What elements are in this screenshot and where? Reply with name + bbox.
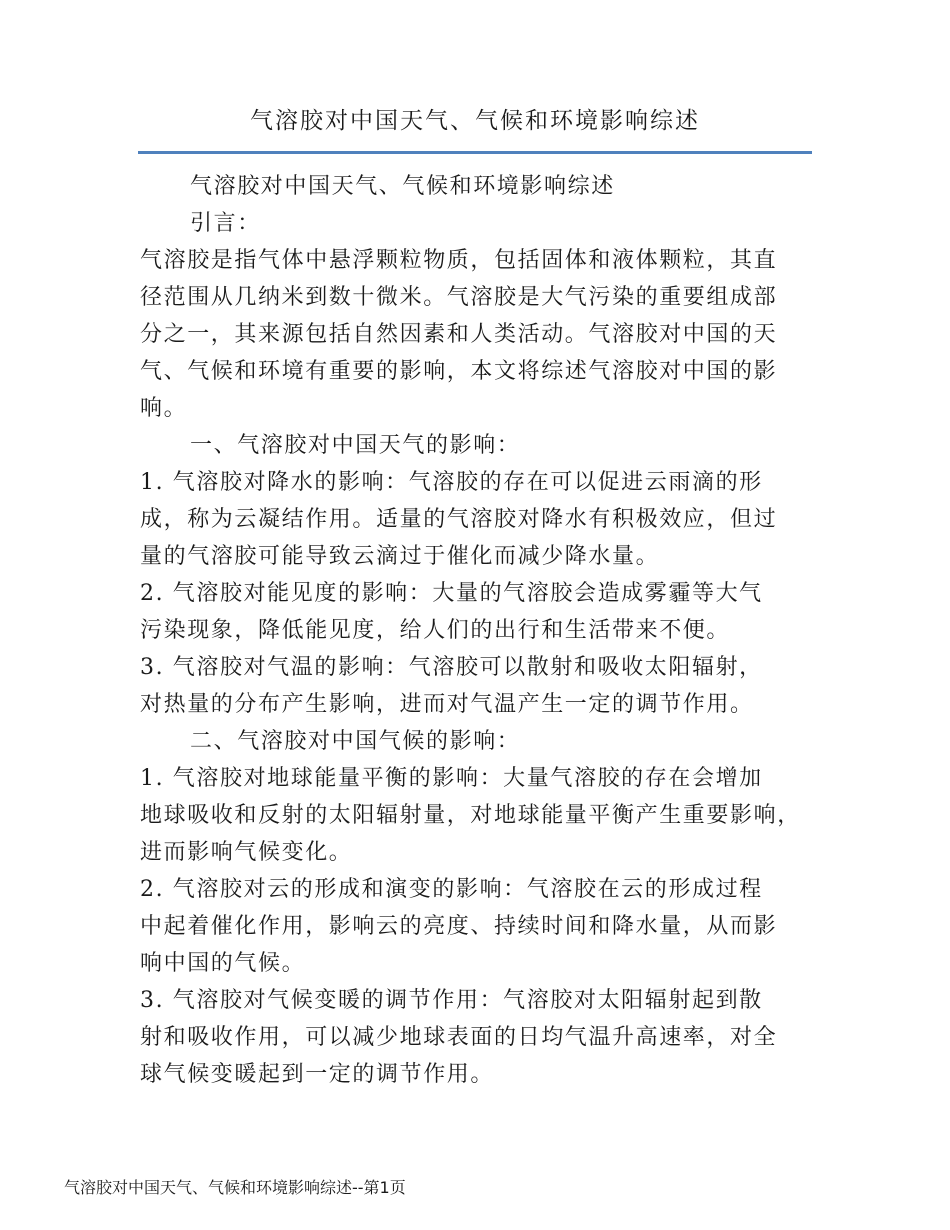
section-heading-climate: 二、气溶胶对中国气候的影响：	[190, 729, 521, 754]
paragraph-line: 3. 气溶胶对气温的影响：气溶胶可以散射和吸收太阳辐射，	[140, 655, 763, 680]
paragraph-line: 进而影响气候变化。	[140, 840, 353, 865]
paragraph-line: 1. 气溶胶对地球能量平衡的影响：大量气溶胶的存在会增加	[140, 766, 763, 791]
document-header-title: 气溶胶对中国天气、气候和环境影响综述	[250, 108, 700, 134]
paragraph-line: 量的气溶胶可能导致云滴过于催化而减少降水量。	[140, 544, 660, 569]
section-heading-weather: 一、气溶胶对中国天气的影响：	[190, 433, 521, 458]
paragraph-line: 气溶胶是指气体中悬浮颗粒物质，包括固体和液体颗粒，其直	[140, 248, 778, 273]
paragraph-line: 污染现象，降低能见度，给人们的出行和生活带来不便。	[140, 618, 731, 643]
paragraph-line: 地球吸收和反射的太阳辐射量，对地球能量平衡产生重要影响，	[140, 803, 801, 828]
paragraph-line: 气、气候和环境有重要的影响，本文将综述气溶胶对中国的影	[140, 359, 778, 384]
paragraph-line: 2. 气溶胶对能见度的影响：大量的气溶胶会造成雾霾等大气	[140, 581, 763, 606]
document-body	[140, 168, 812, 1093]
header-divider	[138, 151, 812, 154]
paragraph-line: 响中国的气候。	[140, 951, 306, 976]
paragraph-line: 球气候变暖起到一定的调节作用。	[140, 1062, 495, 1087]
paragraph-line: 1. 气溶胶对降水的影响：气溶胶的存在可以促进云雨滴的形	[140, 470, 763, 495]
intro-heading: 引言：	[190, 211, 261, 236]
paragraph-line: 对热量的分布产生影响，进而对气温产生一定的调节作用。	[140, 692, 754, 717]
paragraph-line: 径范围从几纳米到数十微米。气溶胶是大气污染的重要组成部	[140, 285, 778, 310]
paragraph-line: 分之一，其来源包括自然因素和人类活动。气溶胶对中国的天	[140, 322, 778, 347]
paragraph-line: 射和吸收作用，可以减少地球表面的日均气温升高速率，对全	[140, 1025, 778, 1050]
paragraph-line: 2. 气溶胶对云的形成和演变的影响：气溶胶在云的形成过程	[140, 877, 763, 902]
paragraph-line: 成，称为云凝结作用。适量的气溶胶对降水有积极效应，但过	[140, 507, 778, 532]
body-heading: 气溶胶对中国天气、气候和环境影响综述	[190, 174, 615, 199]
paragraph-line: 3. 气溶胶对气候变暖的调节作用：气溶胶对太阳辐射起到散	[140, 988, 763, 1013]
paragraph-line: 中起着催化作用，影响云的亮度、持续时间和降水量，从而影	[140, 914, 778, 939]
page-footer: 气溶胶对中国天气、气候和环境影响综述--第1页	[64, 1178, 406, 1197]
paragraph-line: 响。	[140, 396, 188, 421]
